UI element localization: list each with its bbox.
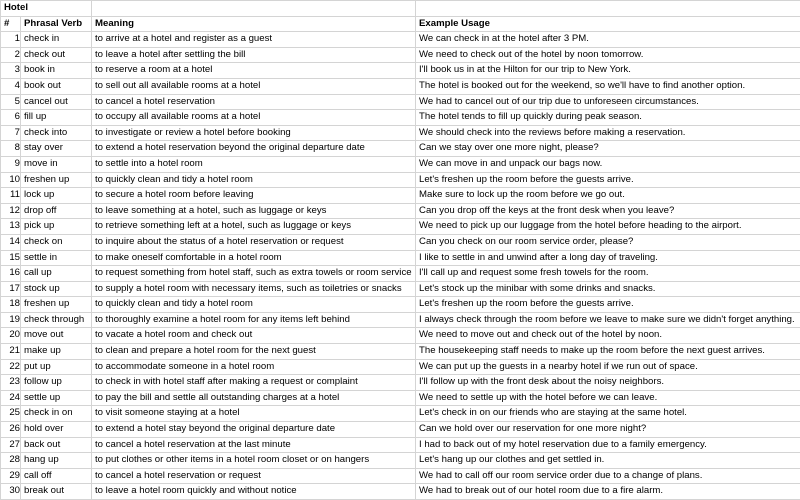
cell-meaning[interactable]: to thoroughly examine a hotel room for any items left behind — [92, 312, 416, 328]
table-row — [1, 94, 800, 110]
table-row — [1, 63, 800, 79]
cell-example[interactable]: I'll book us in at the Hilton for our trip to New York. — [416, 63, 800, 79]
cell-phrasal-verb[interactable]: book out — [21, 78, 92, 94]
cell-meaning[interactable]: to occupy all available rooms at a hotel — [92, 110, 416, 126]
title-row — [1, 1, 800, 17]
cell-meaning[interactable]: to inquire about the status of a hotel reservation or request — [92, 234, 416, 250]
cell-num[interactable]: 5 — [1, 94, 21, 110]
cell-num[interactable]: 26 — [1, 422, 21, 438]
cell-example[interactable]: I had to back out of my hotel reservation due to a family emergency. — [416, 437, 800, 453]
cell-example[interactable]: We need to move out and check out of the hotel by noon. — [416, 328, 800, 344]
cell-example[interactable]: Can you drop off the keys at the front desk when you leave? — [416, 203, 800, 219]
cell-phrasal-verb[interactable]: check out — [21, 47, 92, 63]
cell-phrasal-verb[interactable]: lock up — [21, 188, 92, 204]
cell-phrasal-verb[interactable]: hold over — [21, 422, 92, 438]
cell-example[interactable]: The hotel is booked out for the weekend, so we'll have to find another option. — [416, 78, 800, 94]
cell-example[interactable]: I always check through the room before we leave to make sure we didn't forget anything. — [416, 312, 800, 328]
header-phrasal-verb[interactable]: Phrasal Verb — [21, 16, 92, 32]
cell-meaning[interactable]: to pay the bill and settle all outstanding charges at a hotel — [92, 390, 416, 406]
table-row — [1, 453, 800, 469]
cell-example[interactable]: We had to call off our room service order due to a change of plans. — [416, 468, 800, 484]
cell-meaning[interactable]: to cancel a hotel reservation — [92, 94, 416, 110]
cell-phrasal-verb[interactable]: check in on — [21, 406, 92, 422]
cell-meaning[interactable]: to investigate or review a hotel before booking — [92, 125, 416, 141]
table-row — [1, 188, 800, 204]
cell-num[interactable]: 29 — [1, 468, 21, 484]
cell-example[interactable]: I like to settle in and unwind after a long day of traveling. — [416, 250, 800, 266]
cell-num[interactable]: 23 — [1, 375, 21, 391]
cell-example[interactable]: We can put up the guests in a nearby hotel if we run out of space. — [416, 359, 800, 375]
cell-example[interactable]: The hotel tends to fill up quickly during peak season. — [416, 110, 800, 126]
cell-phrasal-verb[interactable]: settle in — [21, 250, 92, 266]
table-row — [1, 281, 800, 297]
table-row — [1, 375, 800, 391]
table-row — [1, 468, 800, 484]
table-row — [1, 359, 800, 375]
table-row — [1, 312, 800, 328]
cell-num[interactable]: 24 — [1, 390, 21, 406]
cell-phrasal-verb[interactable]: fill up — [21, 110, 92, 126]
table-row — [1, 219, 800, 235]
table-row — [1, 78, 800, 94]
table-row — [1, 141, 800, 157]
cell-example[interactable]: We can move in and unpack our bags now. — [416, 156, 800, 172]
cell-num[interactable]: 13 — [1, 219, 21, 235]
cell-example[interactable]: Let's freshen up the room before the guests arrive. — [416, 297, 800, 313]
table-row — [1, 125, 800, 141]
table-row — [1, 390, 800, 406]
cell-meaning[interactable]: to check in with hotel staff after making a request or complaint — [92, 375, 416, 391]
cell-example[interactable]: Can you check on our room service order, please? — [416, 234, 800, 250]
table-row — [1, 32, 800, 48]
cell-example[interactable]: We need to check out of the hotel by noon tomorrow. — [416, 47, 800, 63]
cell-num[interactable]: 8 — [1, 141, 21, 157]
cell-example[interactable]: We had to break out of our hotel room due to a fire alarm. — [416, 484, 800, 500]
cell-num[interactable]: 2 — [1, 47, 21, 63]
table-row — [1, 203, 800, 219]
cell-meaning[interactable]: to extend a hotel stay beyond the original departure date — [92, 422, 416, 438]
cell-example[interactable]: Make sure to lock up the room before we go out. — [416, 188, 800, 204]
cell-phrasal-verb[interactable]: check through — [21, 312, 92, 328]
cell-num[interactable]: 6 — [1, 110, 21, 126]
cell-meaning[interactable]: to arrive at a hotel and register as a guest — [92, 32, 416, 48]
cell-meaning[interactable]: to sell out all available rooms at a hotel — [92, 78, 416, 94]
cell-meaning[interactable]: to vacate a hotel room and check out — [92, 328, 416, 344]
cell-example[interactable]: We need to settle up with the hotel before we can leave. — [416, 390, 800, 406]
table-row — [1, 344, 800, 360]
table-row — [1, 47, 800, 63]
table-row — [1, 156, 800, 172]
cell-meaning[interactable]: to visit someone staying at a hotel — [92, 406, 416, 422]
cell-meaning[interactable]: to reserve a room at a hotel — [92, 63, 416, 79]
cell-phrasal-verb[interactable]: freshen up — [21, 297, 92, 313]
cell-meaning[interactable]: to cancel a hotel reservation or request — [92, 468, 416, 484]
cell-meaning[interactable]: to cancel a hotel reservation at the last minute — [92, 437, 416, 453]
table-row — [1, 250, 800, 266]
cell-example[interactable]: The housekeeping staff needs to make up the room before the next guest arrives. — [416, 344, 800, 360]
cell-example[interactable]: We need to pick up our luggage from the hotel before heading to the airport. — [416, 219, 800, 235]
cell-num[interactable]: 30 — [1, 484, 21, 500]
cell-phrasal-verb[interactable]: break out — [21, 484, 92, 500]
cell-phrasal-verb[interactable]: put up — [21, 359, 92, 375]
cell-phrasal-verb[interactable]: settle up — [21, 390, 92, 406]
empty-cell[interactable] — [416, 1, 800, 17]
cell-num[interactable]: 14 — [1, 234, 21, 250]
cell-example[interactable]: We had to cancel out of our trip due to unforeseen circumstances. — [416, 94, 800, 110]
cell-num[interactable]: 16 — [1, 266, 21, 282]
cell-phrasal-verb[interactable]: cancel out — [21, 94, 92, 110]
cell-phrasal-verb[interactable]: freshen up — [21, 172, 92, 188]
header-num[interactable]: # — [1, 16, 21, 32]
cell-num[interactable]: 22 — [1, 359, 21, 375]
cell-phrasal-verb[interactable]: book in — [21, 63, 92, 79]
cell-num[interactable]: 10 — [1, 172, 21, 188]
cell-example[interactable]: Can we stay over one more night, please? — [416, 141, 800, 157]
cell-meaning[interactable]: to accommodate someone in a hotel room — [92, 359, 416, 375]
cell-phrasal-verb[interactable]: check in — [21, 32, 92, 48]
table-row — [1, 422, 800, 438]
table-row — [1, 297, 800, 313]
cell-meaning[interactable]: to request something from hotel staff, such as extra towels or room service — [92, 266, 416, 282]
cell-num[interactable]: 11 — [1, 188, 21, 204]
table-row — [1, 437, 800, 453]
cell-meaning[interactable]: to retrieve something left at a hotel, such as luggage or keys — [92, 219, 416, 235]
cell-phrasal-verb[interactable]: stay over — [21, 141, 92, 157]
cell-phrasal-verb[interactable]: call off — [21, 468, 92, 484]
cell-meaning[interactable]: to clean and prepare a hotel room for the next guest — [92, 344, 416, 360]
cell-phrasal-verb[interactable]: drop off — [21, 203, 92, 219]
cell-example[interactable]: Let's stock up the minibar with some drinks and snacks. — [416, 281, 800, 297]
cell-example[interactable]: Let's hang up our clothes and get settled in. — [416, 453, 800, 469]
cell-num[interactable]: 28 — [1, 453, 21, 469]
cell-meaning[interactable]: to settle into a hotel room — [92, 156, 416, 172]
cell-example[interactable]: We can check in at the hotel after 3 PM. — [416, 32, 800, 48]
cell-meaning[interactable]: to quickly clean and tidy a hotel room — [92, 297, 416, 313]
cell-phrasal-verb[interactable]: move out — [21, 328, 92, 344]
cell-num[interactable]: 4 — [1, 78, 21, 94]
sheet-title[interactable]: Hotel — [1, 1, 92, 17]
cell-phrasal-verb[interactable]: make up — [21, 344, 92, 360]
cell-phrasal-verb[interactable]: check on — [21, 234, 92, 250]
cell-example[interactable]: Let's freshen up the room before the guests arrive. — [416, 172, 800, 188]
cell-phrasal-verb[interactable]: move in — [21, 156, 92, 172]
table-row — [1, 110, 800, 126]
cell-meaning[interactable]: to make oneself comfortable in a hotel room — [92, 250, 416, 266]
cell-num[interactable]: 25 — [1, 406, 21, 422]
header-example-usage[interactable]: Example Usage — [416, 16, 800, 32]
table-row — [1, 234, 800, 250]
cell-example[interactable]: I'll call up and request some fresh towels for the room. — [416, 266, 800, 282]
cell-phrasal-verb[interactable]: call up — [21, 266, 92, 282]
cell-example[interactable]: I'll follow up with the front desk about the noisy neighbors. — [416, 375, 800, 391]
cell-meaning[interactable]: to leave a hotel room quickly and without notice — [92, 484, 416, 500]
cell-num[interactable]: 1 — [1, 32, 21, 48]
cell-meaning[interactable]: to secure a hotel room before leaving — [92, 188, 416, 204]
table-row — [1, 406, 800, 422]
cell-num[interactable]: 21 — [1, 344, 21, 360]
cell-phrasal-verb[interactable]: stock up — [21, 281, 92, 297]
cell-phrasal-verb[interactable]: check into — [21, 125, 92, 141]
cell-num[interactable]: 15 — [1, 250, 21, 266]
cell-meaning[interactable]: to leave something at a hotel, such as luggage or keys — [92, 203, 416, 219]
table-row — [1, 328, 800, 344]
cell-phrasal-verb[interactable]: hang up — [21, 453, 92, 469]
cell-meaning[interactable]: to supply a hotel room with necessary items, such as toiletries or snacks — [92, 281, 416, 297]
cell-phrasal-verb[interactable]: pick up — [21, 219, 92, 235]
cell-meaning[interactable]: to extend a hotel reservation beyond the original departure date — [92, 141, 416, 157]
table-row — [1, 484, 800, 500]
cell-num[interactable]: 9 — [1, 156, 21, 172]
table-row — [1, 266, 800, 282]
cell-num[interactable]: 19 — [1, 312, 21, 328]
cell-phrasal-verb[interactable]: back out — [21, 437, 92, 453]
cell-meaning[interactable]: to put clothes or other items in a hotel room closet or on hangers — [92, 453, 416, 469]
cell-num[interactable]: 17 — [1, 281, 21, 297]
cell-num[interactable]: 27 — [1, 437, 21, 453]
table-row — [1, 172, 800, 188]
cell-example[interactable]: Let's check in on our friends who are staying at the same hotel. — [416, 406, 800, 422]
cell-example[interactable]: Can we hold over our reservation for one more night? — [416, 422, 800, 438]
cell-meaning[interactable]: to leave a hotel after settling the bill — [92, 47, 416, 63]
cell-num[interactable]: 7 — [1, 125, 21, 141]
cell-num[interactable]: 20 — [1, 328, 21, 344]
cell-num[interactable]: 3 — [1, 63, 21, 79]
cell-meaning[interactable]: to quickly clean and tidy a hotel room — [92, 172, 416, 188]
cell-num[interactable]: 12 — [1, 203, 21, 219]
cell-example[interactable]: We should check into the reviews before making a reservation. — [416, 125, 800, 141]
empty-cell[interactable] — [92, 1, 416, 17]
cell-phrasal-verb[interactable]: follow up — [21, 375, 92, 391]
cell-num[interactable]: 18 — [1, 297, 21, 313]
header-row — [1, 16, 800, 32]
header-meaning[interactable]: Meaning — [92, 16, 416, 32]
